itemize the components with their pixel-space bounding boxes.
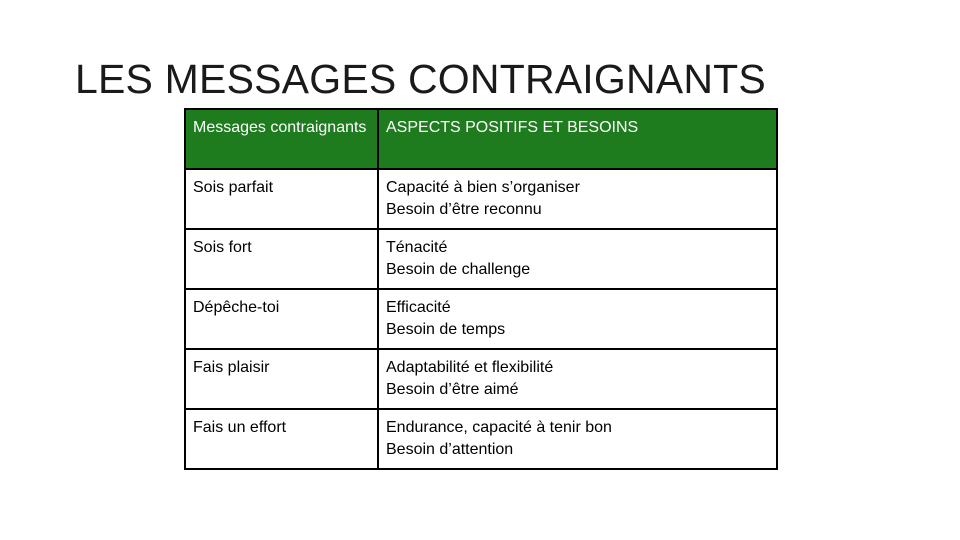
aspect-text: Adaptabilité et flexibilité xyxy=(386,359,554,376)
besoin-text: Besoin d’attention xyxy=(386,441,514,458)
aspect-cell xyxy=(378,289,777,349)
message-cell: Fais un effort xyxy=(185,409,378,469)
message-cell: Fais plaisir xyxy=(185,349,378,409)
table-row xyxy=(185,409,777,469)
slide-title: LES MESSAGES CONTRAIGNANTS xyxy=(75,56,766,102)
aspect-cell xyxy=(378,229,777,289)
aspect-cell xyxy=(378,169,777,229)
aspect-text: Efficacité xyxy=(386,299,451,316)
messages-table-container xyxy=(184,108,776,470)
aspect-text: Endurance, capacité à tenir bon xyxy=(386,419,612,436)
aspect-cell xyxy=(378,349,777,409)
besoin-text: Besoin de challenge xyxy=(386,261,531,278)
besoin-text: Besoin de temps xyxy=(386,321,506,338)
aspect-text: Ténacité xyxy=(386,239,448,256)
header-aspects: ASPECTS POSITIFS ET BESOINS xyxy=(378,109,777,169)
message-cell: Sois parfait xyxy=(185,169,378,229)
message-cell: Dépêche-toi xyxy=(185,289,378,349)
besoin-text: Besoin d’être aimé xyxy=(386,381,519,398)
aspect-cell xyxy=(378,409,777,469)
table-row xyxy=(185,169,777,229)
header-messages: Messages contraignants xyxy=(185,109,378,169)
messages-table xyxy=(184,108,778,470)
aspect-text: Capacité à bien s’organiser xyxy=(386,179,580,196)
besoin-text: Besoin d’être reconnu xyxy=(386,201,542,218)
table-row xyxy=(185,229,777,289)
table-row xyxy=(185,289,777,349)
table-row xyxy=(185,349,777,409)
message-cell: Sois fort xyxy=(185,229,378,289)
table-header-row xyxy=(185,109,777,169)
